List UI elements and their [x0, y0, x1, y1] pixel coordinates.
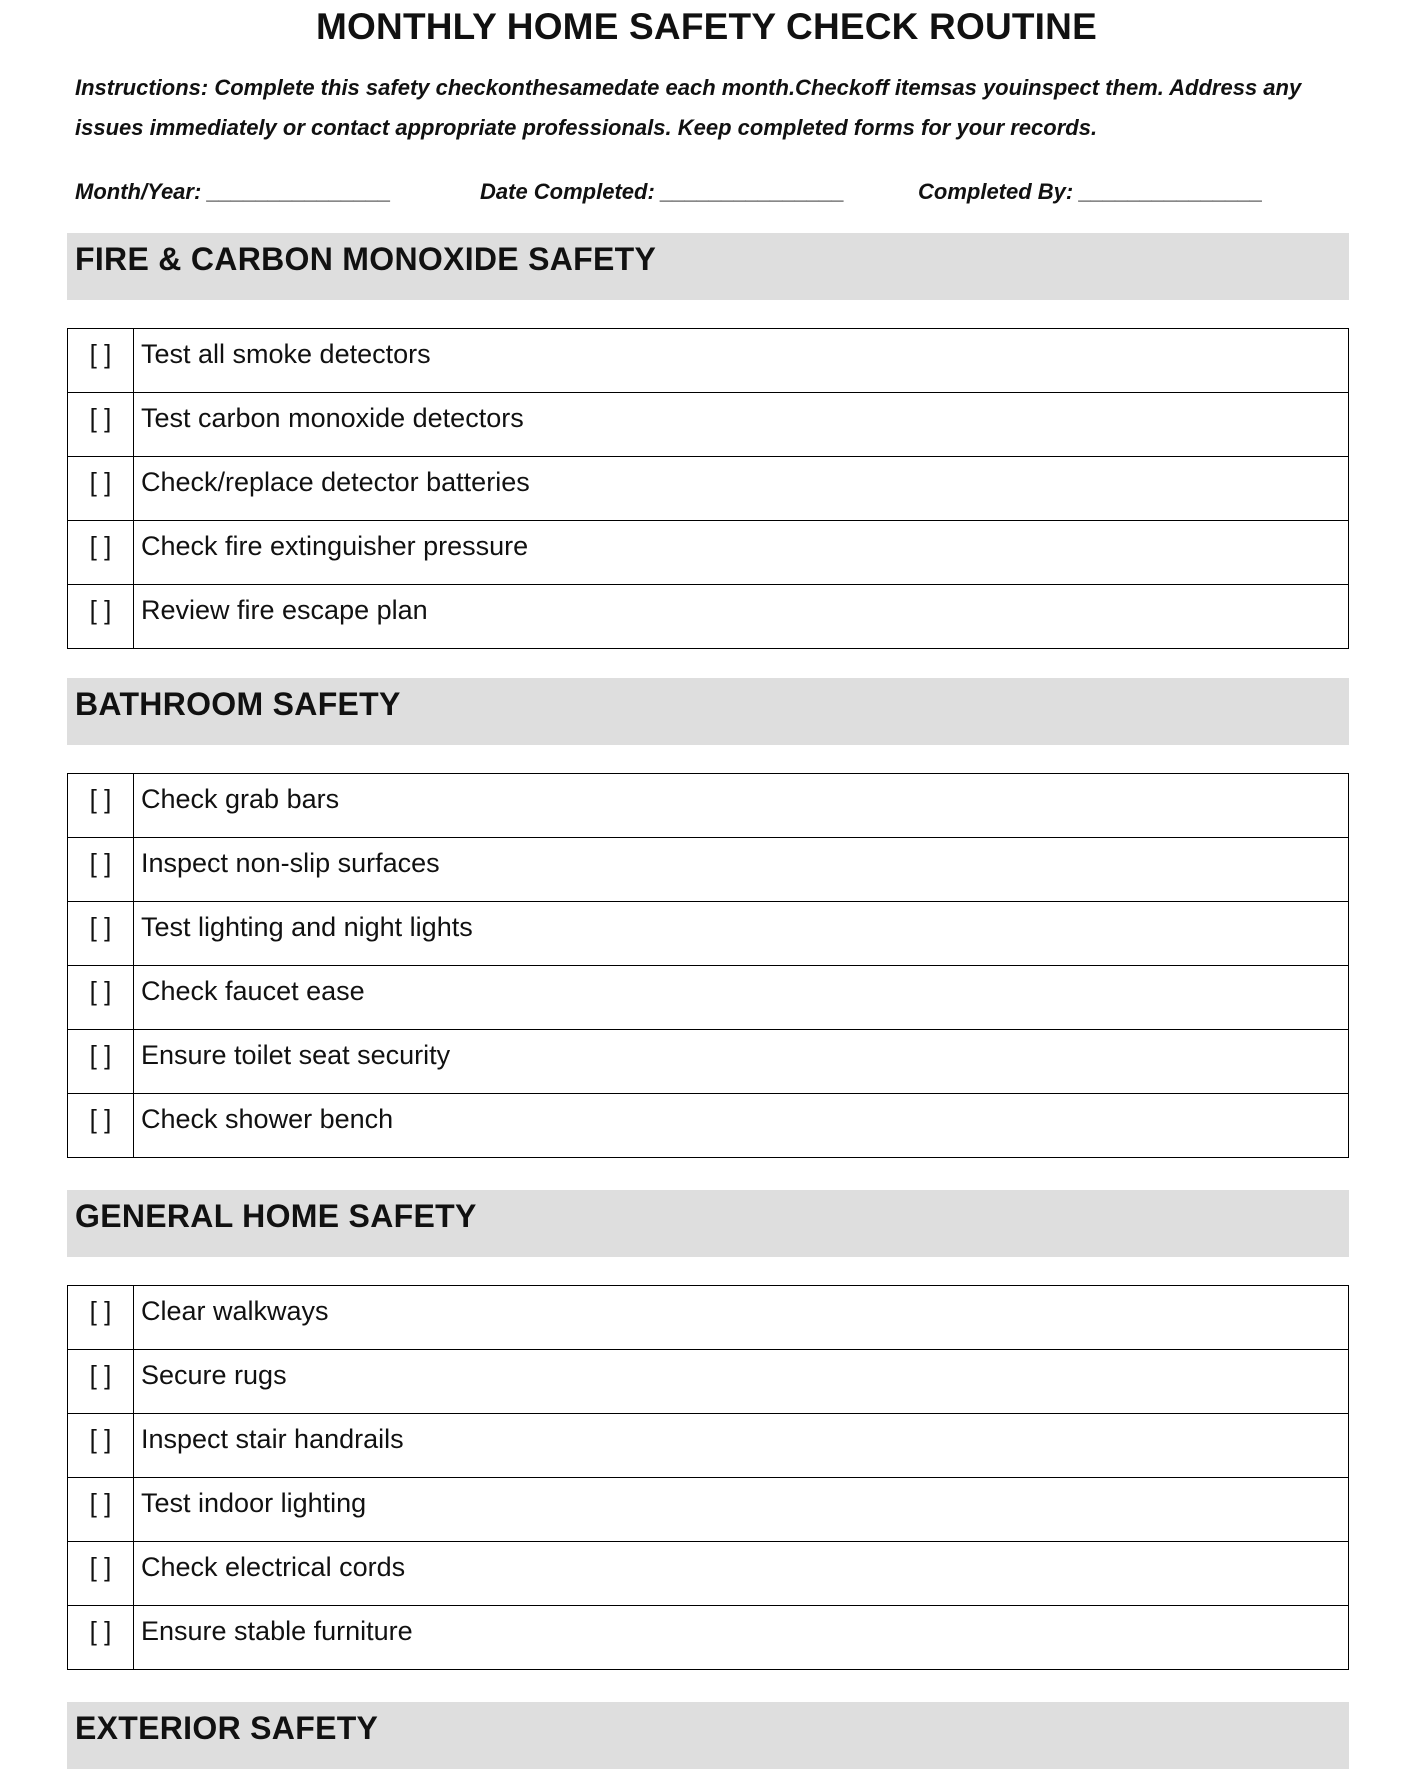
checkbox[interactable]: [ ] — [68, 585, 134, 649]
checkbox[interactable]: [ ] — [68, 966, 134, 1030]
section-header-fire-co — [67, 233, 1349, 300]
table-row — [68, 774, 1349, 838]
section-heading: GENERAL HOME SAFETY — [75, 1198, 477, 1234]
table-row — [68, 1094, 1349, 1158]
section-header-bathroom — [67, 678, 1349, 745]
checklist-item-label: Test carbon monoxide detectors — [134, 393, 1349, 457]
checkbox[interactable]: [ ] — [68, 1606, 134, 1670]
date-completed-field[interactable]: Date Completed: _______________ — [480, 179, 845, 204]
checkbox[interactable]: [ ] — [68, 774, 134, 838]
checkbox[interactable]: [ ] — [68, 838, 134, 902]
section-heading: EXTERIOR SAFETY — [75, 1710, 379, 1746]
form-meta-row — [0, 179, 1413, 213]
table-row — [68, 521, 1349, 585]
checkbox[interactable]: [ ] — [68, 1030, 134, 1094]
checklist-item-label: Test lighting and night lights — [134, 902, 1349, 966]
checklist-fire-co — [67, 328, 1349, 649]
checklist-item-label: Check grab bars — [134, 774, 1349, 838]
checkbox[interactable]: [ ] — [68, 329, 134, 393]
checkbox[interactable]: [ ] — [68, 1414, 134, 1478]
checkbox[interactable]: [ ] — [68, 1542, 134, 1606]
month-year-field[interactable]: Month/Year: _______________ — [75, 179, 391, 204]
checklist-item-label: Test indoor lighting — [134, 1478, 1349, 1542]
table-row — [68, 1606, 1349, 1670]
table-row — [68, 393, 1349, 457]
checklist-item-label: Test all smoke detectors — [134, 329, 1349, 393]
checklist-general-home — [67, 1285, 1349, 1670]
section-heading: FIRE & CARBON MONOXIDE SAFETY — [75, 241, 657, 277]
checkbox[interactable]: [ ] — [68, 457, 134, 521]
checklist-item-label: Check electrical cords — [134, 1542, 1349, 1606]
checklist-item-label: Inspect non-slip surfaces — [134, 838, 1349, 902]
page-title: MONTHLY HOME SAFETY CHECK ROUTINE — [316, 6, 1097, 47]
table-row — [68, 1030, 1349, 1094]
checklist-item-label: Review fire escape plan — [134, 585, 1349, 649]
checkbox[interactable]: [ ] — [68, 393, 134, 457]
table-row — [68, 838, 1349, 902]
checklist-item-label: Check faucet ease — [134, 966, 1349, 1030]
checklist-item-label: Check fire extinguisher pressure — [134, 521, 1349, 585]
checkbox[interactable]: [ ] — [68, 1478, 134, 1542]
table-row — [68, 1478, 1349, 1542]
checklist-item-label: Ensure toilet seat security — [134, 1030, 1349, 1094]
checklist-item-label: Check shower bench — [134, 1094, 1349, 1158]
checklist-bathroom — [67, 773, 1349, 1158]
section-header-exterior — [67, 1702, 1349, 1769]
table-row — [68, 329, 1349, 393]
section-heading: BATHROOM SAFETY — [75, 686, 401, 722]
checkbox[interactable]: [ ] — [68, 521, 134, 585]
table-row — [68, 1286, 1349, 1350]
checkbox[interactable]: [ ] — [68, 902, 134, 966]
completed-by-field[interactable]: Completed By: _______________ — [918, 179, 1263, 204]
checkbox[interactable]: [ ] — [68, 1094, 134, 1158]
table-row — [68, 457, 1349, 521]
checklist-item-label: Ensure stable furniture — [134, 1606, 1349, 1670]
checkbox[interactable]: [ ] — [68, 1350, 134, 1414]
checklist-item-label: Check/replace detector batteries — [134, 457, 1349, 521]
table-row — [68, 1350, 1349, 1414]
checklist-item-label: Clear walkways — [134, 1286, 1349, 1350]
checkbox[interactable]: [ ] — [68, 1286, 134, 1350]
table-row — [68, 1414, 1349, 1478]
table-row — [68, 585, 1349, 649]
checklist-item-label: Inspect stair handrails — [134, 1414, 1349, 1478]
table-row — [68, 902, 1349, 966]
checklist-item-label: Secure rugs — [134, 1350, 1349, 1414]
table-row — [68, 1542, 1349, 1606]
instructions-text: Instructions: Complete this safety checkonthesamedate each month.Checkoff itemsas youinspect them. Address any issues immediately or contact appropriate professionals. Keep completed forms for your records. — [75, 75, 1302, 140]
table-row — [68, 966, 1349, 1030]
section-header-general-home — [67, 1190, 1349, 1257]
